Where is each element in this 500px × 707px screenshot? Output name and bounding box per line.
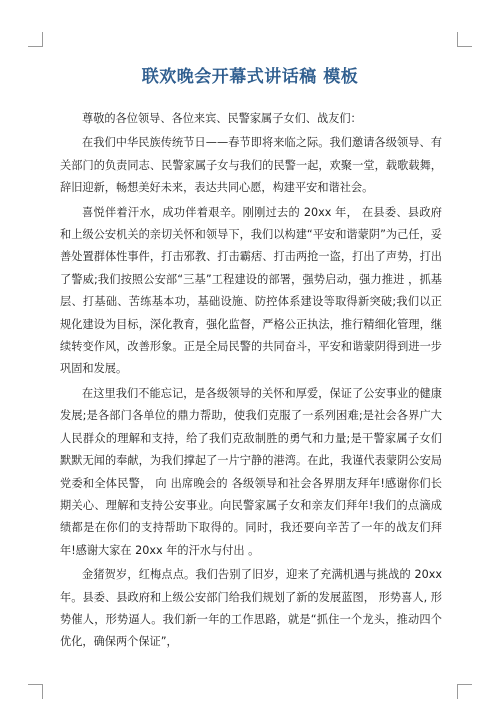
crop-mark-bottom-left	[28, 684, 43, 699]
body-paragraph: 喜悦伴着汗水，成功伴着艰辛。刚刚过去的 20xx 年， 在县委、县政府和上级公安机关的亲切关怀和领导下，我们以构建“平安和谐蒙阴”为己任，妥善处置群体性事件，打击邪教、打击霸痞、打击两抢一盗，打出了声势，打出了警威;我们按照公安部“三基”工程建设的部署，强势启动，强力推进 ，抓基层、打基础、苦练基本功，基础设施、防控体系建设等取得新突破;我们以正规化建设为目标，深化教育，强化监督，严格公正执法，推行精细化管理，继续转变作风，改善形象。正是全局民警的共同奋斗，平安和谐蒙阴得到进一步巩固和发展。	[60, 205, 442, 376]
crop-mark-top-right	[457, 32, 472, 47]
body-paragraph: 在我们中华民族传统节日——春节即将来临之际。我们邀请各级领导、有关部门的负责同志、民警家属子女与我们的民警一起，欢聚一堂，载歌载舞，辞旧迎新，畅想美好未来，表达共同心愿，构建平安和谐社会。	[60, 136, 442, 195]
body-paragraph: 金猪贺岁，红梅点点。我们告别了旧岁，迎来了充满机遇与挑战的 20xx 年。县委、县政府和上级公安部门给我们规划了新的发展蓝图， 形势喜人, 形势催人，形势逼人。我们新一年的工作思路，就是“抓住一个龙头，推动四个优化，确保两个保证”，	[60, 568, 442, 649]
salutation-paragraph: 尊敬的各位领导、各位来宾、民警家属子女们、战友们：	[82, 112, 362, 125]
body-paragraph: 在这里我们不能忘记，是各级领导的关怀和厚爱，保证了公安事业的健康发展;是各部门各单位的鼎力帮助，使我们克服了一系列困难;是社会各界广大人民群众的理解和支持，给了我们克敌制胜的勇气和力量;是干警家属子女们默默无闻的奉献，为我们撑起了一片宁静的港湾。在此，我谨代表蒙阴公安局党委和全体民警， 向 出席晚会的 各级领导和社会各界朋友拜年!感谢你们长期关心、理解和支持公安事业。向民警家属子女和亲友们拜年!我们的点滴成绩都是在你们的支持帮助下取得的。同时，我还要向辛苦了一年的战友们拜年!感谢大家在 20xx 年的汗水与付出 。	[60, 386, 442, 557]
crop-mark-top-left	[28, 32, 43, 47]
document-body	[60, 108, 442, 656]
crop-mark-bottom-right	[457, 684, 472, 699]
document-title: 联欢晚会开幕式讲话稿 模板	[141, 67, 359, 87]
